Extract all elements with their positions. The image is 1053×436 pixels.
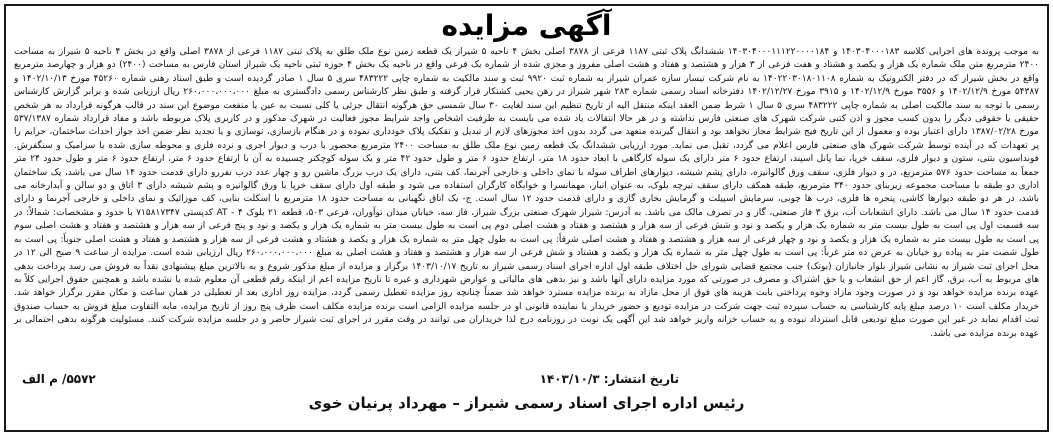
notice-title: آگهی مزایده bbox=[441, 9, 612, 42]
notice-body bbox=[14, 46, 1039, 368]
publish-date: تاریخ انتشار: ۱۴۰۳/۱۰/۳ bbox=[539, 372, 679, 386]
notice-footer bbox=[14, 370, 1039, 428]
notice-paragraph: به موجب پرونده های اجرایی کلاسه ۱۴۰۳۰۴۰۰۰۱۸۳ و ۱۴۰۳۰۴۰۰۰۱۱۱۲۲۰۰۰۰۱۸۴ ششدانگ پلاک ثبتی ۱۱۸۷ فرعی از ۳۸۷۸ اصلی بخش ۴ ناحیه ۵ شیراز یک قطعه زمین نوع ملک طلق به پلاک ثبتی ۱۱۸۷ فرعی از ۳۸۷۸ اصلی واقع در بخش ۴ ناحیه ۵ شیراز به مساحت ۲۴۰۰ مترمربع متن ملک شماره یک هزار و یکصد و هشتاد و هفت فرعی از ۳ هزار و هشتصد و هفتاد و هشت اصلی مفروز و مجزی شده از شماره یک فرعی واقع در ناحیه یک بخش ۴ حوزه ثبتی ناحیه یک شیراز استان فارس به مساحت (۲۴۰۰) دو هزار و چهارصد مترمربع واقع در بخش شیراز که در دفتر الکترونیک به شماره ۱۴۰۲۲۰۳۰۱۸۰۱۱۰۸ به نام شرکت تیسار سازه عمران شیراز به شماره ثبت ۹۹۲۰ ثبت و سند مالکیت به شماره چاپی ۴۸۳۲۲۲ سری ۵ سال ۱ صادر گردیده است و طبق اسناد رهنی شماره ۴۵۲۶۰ مورخ ۱۴۰۲/۱۰/۱۳ و ۵۴۳۸۷ مورخ ۱۴۰۲/۱۲/۹ و ۳۵۵۶ مورخ ۱۴۰۲/۱۲/۹ و ۳۹۱۵ مورخ ۱۴۰۲/۱۲/۲۷ دفترخانه اسناد رسمی شماره ۲۸۳ شهر شیراز در رهن یحیی کشتکار قرار گرفته و طبق نظر کارشناس رسمی دادگستری به مبلغ ۲۶۰،۰۰۰،۰۰۰،۰۰۰ ریال ارزیابی شده و برابر گزارش کارشناس رسمی با توجه به سند مالکیت اصلی به شماره چاپی ۴۸۳۲۲۲ سری ۵ سال ۱ شرط ضمن العقد اینکه منتقل الیه از تاریخ تنظیم این سند لغایت ۳۰ سال شمسی حق هرگونه انتقال جزئی یا کلی نسبت به عین یا منفعت موضوع این سند در قالب هرگونه قرارداد به هر شخص حقیقی یا حقوقی دیگر را بدون کسب مجوز و اذن کتبی شرکت شهرک های صنعتی فارس نداشته و در هر حالا انتقالات یاد شده می بایست به ظرفیت اشخاص واجد شرایط مجوز فعالیت در شهرک مذکور و در کاربری پلاک مربوطه باشد و مفاد قرارداد شماره ۵۳۷/۱۳۸۷ مورخ ۱۳۸۷/۰۲/۲۸ دارای اعتبار بوده و معمول از این تاریخ فیج شرایط مجاز نخواهد بود و انتقال گیرنده متعهد می گردد بدون اخذ مجوزهای لازم از تبدیل و تفکیک پلاک خودداری نموده و در هنگام بازسازی، نوسازی و یا تجدید نظر ضمن اخذ جواز احداث ساختمان، حرایم را پر تعهدات که در آینده توسط شرکت شهرک های صنعتی فارس اعلام می گردد، تقبل می نماید. مورد ارزیابی ششدانگ یک قطعه زمین نوع ملک طلق به مساحت ۲۴۰۰ مترمربع محصور با درب و دیوار اجری و نرده فلزی و محوطه سازی شده با سرامیک و سنگفرش. فونداسیون بتنی، ستون و دیوار فلزی، سقف خرپا، نما پانل اسپند، ارتفاع حدود ۶ متر دارای یک سوله کارگاهی با ابعاد حدود ۱۸ متر، ارتفاع حدود ۶ متر و طول حدود ۴۲ متر و یک سوله کوچکتر چسبیده به آن با ارتفاع حدود ۶ متر، ارتفاع حدود ۶ متر و طول حدود ۲۴ متر جمعاً به مساحت حدود ۵۷۶ مترمربع، در و دیوار فلزی، سقف ورق گالوانیزه، دارای پشم شیشه، دیوارهای اطراف سوله با نمای داخلی و خارجی آجرنما، کف بتنی، دارای یک درب بزرگ ماشین رو و چهار عدد درب نفررو دارای قدمت حدود ۱۴ سال می باشد، یک ساختمان اداری دو طبقه با مساحت مجموعه زیربنای حدود ۳۴۰ مترمربع، طبقه همکف دارای سقف تیرچه بلوک، به عنوان انبار، مهمانسرا و خوابگاه کارگران استفاده می شود و طبقه اول دارای سقف خرپا با ورق گالوانیزه و پشم شیشه دارای ۳ اتاق و دو سالن و آبدارخانه می باشد، در هر دو طبقه دیوارها کاشی، پنجره ها فلزی، درب ها چوبی، سرمایش اسپیلت و گرمایش بخاری گازی و دارای قدمت حدود ۱۲ سال است. ج- یک اتاق نگهبانی به مساحت حدود ۱۸ مترمربع با اسکلت بنایی، کف موزائیک و نمای داخلی و خارجی آجرنما و دارای قدمت حدود ۱۴ سال می باشد. دارای انشعابات آب، برق ۳ فاز صنعتی، گاز و در تصرف مالک می باشد. به آدرس: شیراز شهرک صنعتی بزرگ شیراز، فاز سه، خیابان میدان نوآوران، فرعی ۵۰۳، قطعه ۲۱ بلوک ۴ - AT کدپستی ۷۱۵۸۱۷۳۴۷ با حدود و مشخصات: شمالاً: در سه قسمت اول پی است به طول بیست متر به شماره یک هزار و یکصد و نود و شش فرعی از سه هزار و هشتصد و هفتاد و هشت اصلی دوم پی است به طول بیست متر به شماره یک هزار و یکصد و نود و پنج فرعی از سه هزار و هشتصد و هفتاد و هشت اصلی سوم پی است به طول بیست متر به شماره یک هزار و یکصد و نود و چهار فرعی از سه هزار و هشتصد و هفتاد و هشت اصلی شرقاً: پی است به طول چهل متر به شماره یک هزار و یکصد و هشتاد و هشت فرعی از سه هزار و هشتصد و هفتاد و هشت اصلی جنوباً: پی است به طول شصت متر به پیاده رو خیابان به عرض ده متر غرباً: پی است به طول چهل متر به شماره یک هزار و یکصد و هشتاد و شش فرعی از سه هزار و هشتصد و هفتاد و هشت اصلی به مبلغ ۲۶۰،۰۰۰،۰۰۰،۰۰۰ ریال ارزیابی شده است. مزایده از ساعت ۹ صبح الی ۱۲ در محل اجرای ثبت شیراز به نشانی شیراز بلوار جانبازان (بوتک) جنب مجتمع قضایی شورای حل اختلاف طبقه اول اداره اجرای اسناد رسمی شیراز به تاریخ ۱۴۰۳/۱۰/۱۷ برگزار و مزایده از مبلغ مذکور شروع و به بالاترین مبلغ پیشنهادی نقداً به فروش می رسد پرداخت بدهی های مربوط به آب، برق، گاز اعم از حق انشعاب و یا حق اشتراک و مصرف در صورتی که مورد مزایده دارای آنها باشد و نیز بدهی های مالیاتی و عوارض شهرداری و غیره تا تاریخ مزایده اعم از اینکه رقم قطعی آن معلوم شده یا نشده باشد و همچنین حقوق اجرایی کلاً به عهده برنده مزایده خواهد بود و در صورت وجود مازاد وجوه پرداختی بابت هزینه های فوق از محل مازاد به برنده مزایده مسترد خواهد شد ضمناً چنانچه روز مزایده تعطیل رسمی گردد، مزایده روز اداری بعد از تعطیلی در همان ساعت و مکان مقرر برگزار خواهد شد. خریدار مکلف است ۱۰ درصد مبلغ پایه کارشناسی به حساب سپرده ثبت جهت شرکت در مزایده تودیع و حضور خریدار یا نماینده قانونی او در جلسه مزایده الزامی است برنده مزایده مکلف است ظرف پنج روز از تاریخ مزایده، مابه التفاوت مبلغ فروش به حساب صندوق ثبت اقدام نماید در غیر این صورت مبلغ تودیعی قابل استرداد نبوده و به حساب خزانه واریز خواهد شد این آگهی یک نوبت در روزنامه درج لذا خریداران می توانند در وقت مقرر در اجرای ثبت شیراز حاضر و در جلسه مزایده شرکت کنند. مسئولیت هرگونه بدهی احتمالی بر عهده برنده مزایده می باشد. bbox=[14, 47, 1039, 339]
auction-notice bbox=[4, 4, 1049, 432]
signature: رئیس اداره اجرای اسناد رسمی شیراز – مهرداد پرنیان خوی bbox=[308, 394, 745, 412]
notice-code: ۵۵۷۲/ م الف bbox=[22, 372, 96, 386]
